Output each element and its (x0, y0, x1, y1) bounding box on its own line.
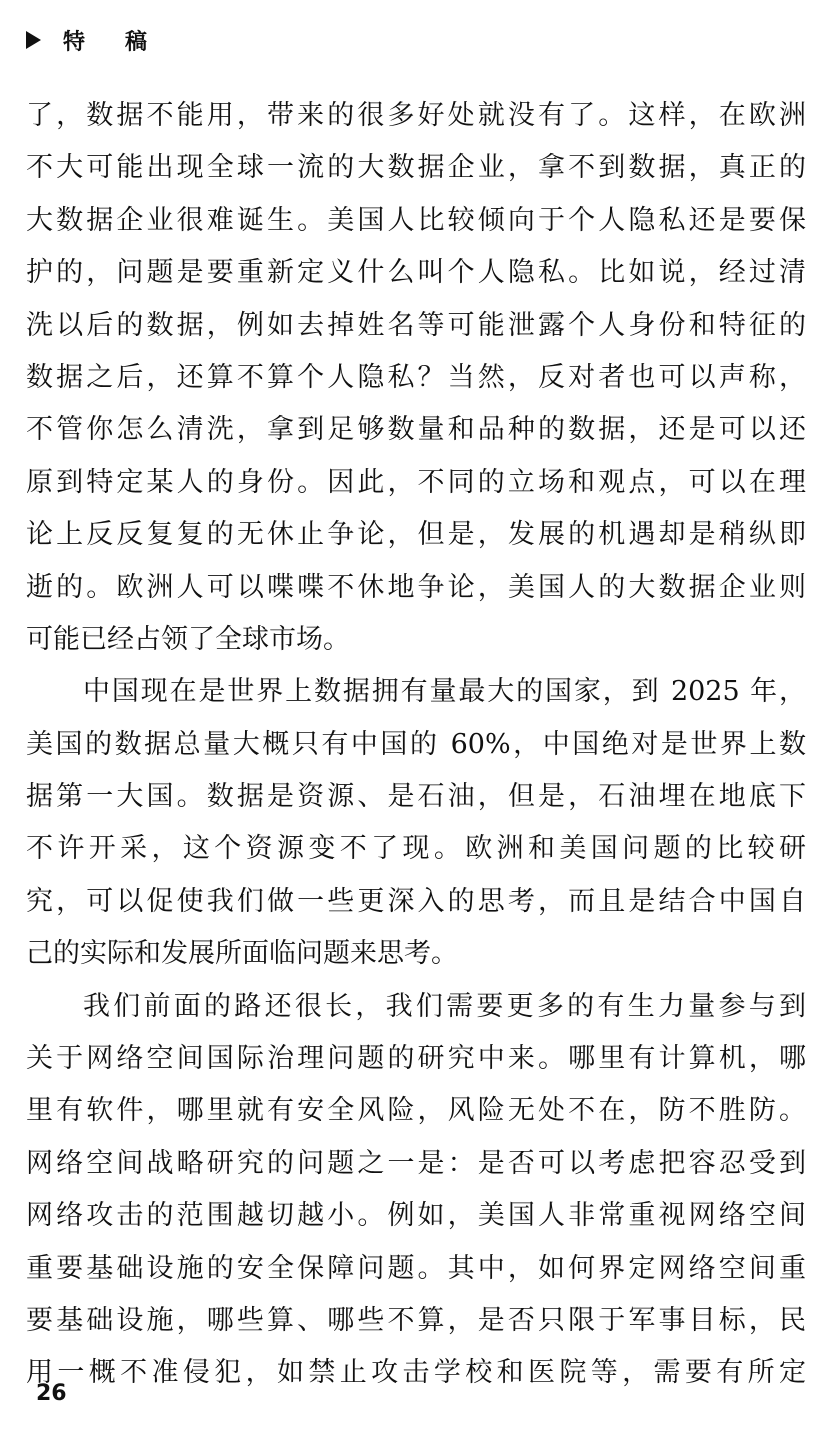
text-line: 要基础设施，哪些算、哪些不算，是否只限于军事目标，民 (26, 1304, 806, 1336)
triangle-marker-icon (26, 31, 41, 49)
text-line: 不管你怎么清洗，拿到足够数量和品种的数据，还是可以还 (26, 414, 806, 446)
text-line: 大数据企业很难诞生。美国人比较倾向于个人隐私还是要保 (26, 204, 806, 236)
text-line: 美国的数据总量大概只有中国的 60%，中国绝对是世界上数 (26, 728, 806, 760)
text-line: 网络空间战略研究的问题之一是：是否可以考虑把容忍受到 (26, 1147, 806, 1179)
text-line: 究，可以促使我们做一些更深入的思考，而且是结合中国自 (26, 885, 806, 917)
text-line: 洗以后的数据，例如去掉姓名等可能泄露个人身份和特征的 (26, 309, 806, 341)
text-line: 里有软件，哪里就有安全风险，风险无处不在，防不胜防。 (26, 1095, 806, 1127)
text-line: 了，数据不能用，带来的很多好处就没有了。这样，在欧洲 (26, 100, 806, 131)
page-number: 26 (36, 1381, 67, 1406)
paragraph-start-line: 中国现在是世界上数据拥有量最大的国家，到 2025 年， (83, 676, 806, 708)
text-line: 逝的。欧洲人可以喋喋不休地争论，美国人的大数据企业则 (26, 571, 806, 603)
text-line: 网络攻击的范围越切越小。例如，美国人非常重视网络空间 (26, 1200, 806, 1232)
section-label: 特稿 (63, 29, 188, 55)
text-line: 关于网络空间国际治理问题的研究中来。哪里有计算机，哪 (26, 1043, 806, 1075)
running-header (26, 24, 187, 56)
text-line: 不大可能出现全球一流的大数据企业，拿不到数据，真正的 (26, 152, 806, 184)
paragraph-end-line: 可能已经占领了全球市场。 (26, 623, 350, 655)
text-line: 原到特定某人的身份。因此，不同的立场和观点，可以在理 (26, 466, 806, 498)
text-line: 重要基础设施的安全保障问题。其中，如何界定网络空间重 (26, 1252, 806, 1284)
text-line: 不许开采，这个资源变不了现。欧洲和美国问题的比较研 (26, 833, 806, 865)
paragraph-start-line: 我们前面的路还很长，我们需要更多的有生力量参与到 (83, 990, 806, 1022)
text-line: 护的，问题是要重新定义什么叫个人隐私。比如说，经过清 (26, 257, 806, 289)
article-body (26, 90, 806, 1400)
text-line: 用一概不准侵犯，如禁止攻击学校和医院等，需要有所定 (26, 1357, 806, 1389)
paragraph-end-line: 己的实际和发展所面临问题来思考。 (26, 938, 458, 970)
text-line: 据第一大国。数据是资源、是石油，但是，石油埋在地底下 (26, 781, 806, 813)
text-line: 论上反反复复的无休止争论，但是，发展的机遇却是稍纵即 (26, 519, 806, 551)
text-line: 数据之后，还算不算个人隐私？当然，反对者也可以声称， (26, 361, 806, 393)
